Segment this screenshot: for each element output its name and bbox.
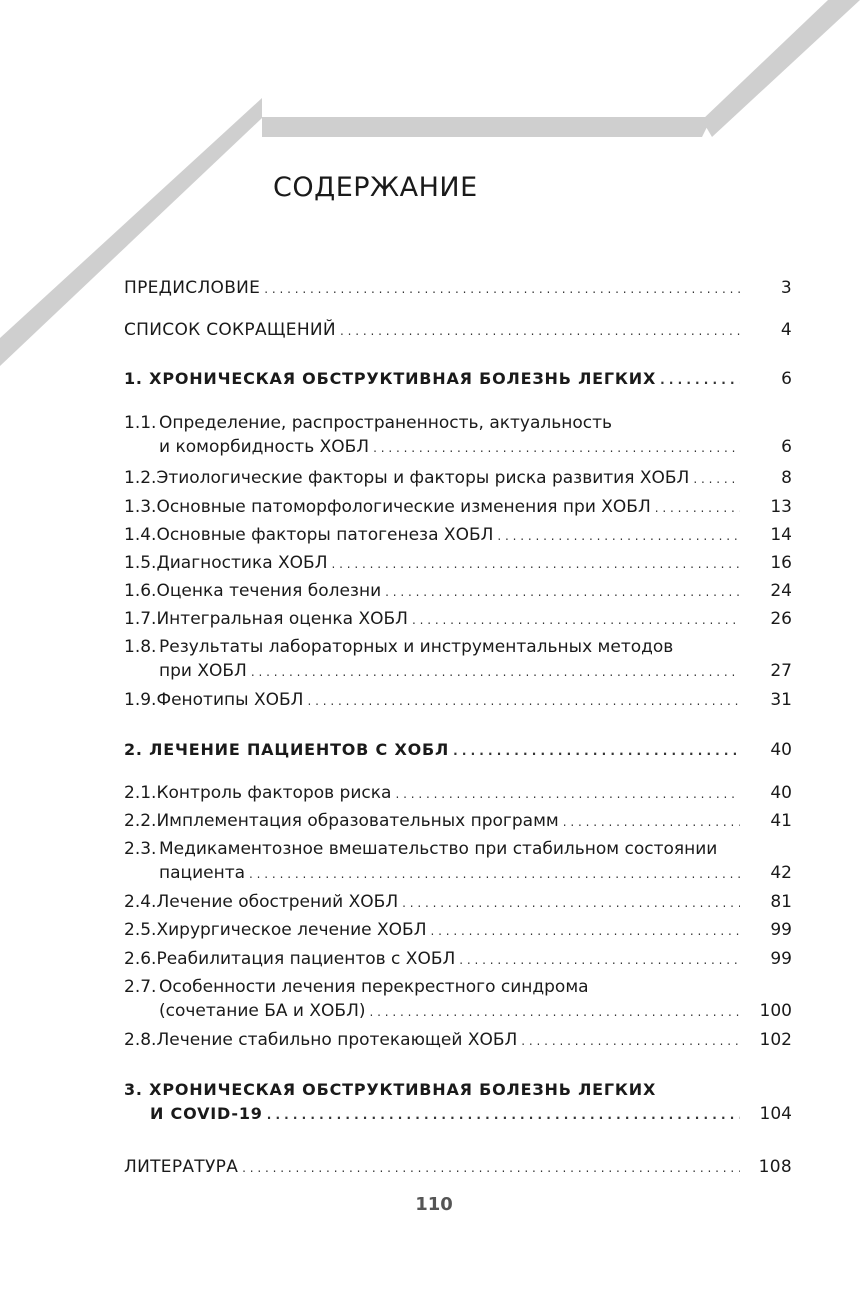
toc-section-number: 2.5. [124,920,157,940]
dot-leader [251,660,740,684]
page-title: СОДЕРЖАНИЕ [273,172,478,203]
toc-page-number: 24 [770,581,792,601]
toc-entry-2-3[interactable] [124,837,792,885]
toc-entry-title: Основные факторы патогенеза ХОБЛ [156,525,494,545]
toc-chapter-title: 1. ХРОНИЧЕСКАЯ ОБСТРУКТИВНАЯ БОЛЕЗНЬ ЛЕГКИХ [124,369,657,388]
toc-chapter-1[interactable] [124,367,792,391]
toc-entry-title: ПРЕДИСЛОВИЕ [124,278,261,298]
toc-entry-2-6[interactable] [124,947,792,971]
toc-page-number: 108 [758,1157,792,1177]
toc-section-number: 2.7. [124,977,157,997]
toc-page-number: 13 [770,497,792,517]
dot-leader [264,277,740,301]
toc-section-number: 1.7. [124,609,157,629]
toc-entry-2-8[interactable] [124,1028,792,1052]
toc-chapter-title-line1: 3. ХРОНИЧЕСКАЯ ОБСТРУКТИВНАЯ БОЛЕЗНЬ ЛЕГКИХ [124,1080,657,1099]
toc-entry-2-5[interactable] [124,918,792,942]
dot-leader [453,739,740,763]
toc-section-number: 2.3. [124,839,157,859]
toc-page-number: 26 [770,609,792,629]
toc-entry-title-line1: Определение, распространенность, актуальность [159,413,613,433]
toc-entry-1-1[interactable] [124,411,792,459]
dot-leader [267,1103,740,1127]
toc-section-number: 2.4. [124,892,157,912]
toc-section-number: 1.1. [124,413,157,433]
toc-section-number: 1.3. [124,497,157,517]
toc-entry-title: Фенотипы ХОБЛ [156,690,304,710]
toc-page-number: 41 [770,811,792,831]
toc-entry-1-7[interactable] [124,607,792,631]
toc-entry-1-5[interactable] [124,551,792,575]
toc-entry-title: Диагностика ХОБЛ [156,553,328,573]
toc-page-number: 99 [770,949,792,969]
dot-leader [412,608,740,632]
toc-entry-2-2[interactable] [124,809,792,833]
toc-entry-1-4[interactable] [124,523,792,547]
toc-entry-1-2[interactable] [124,466,792,490]
toc-page-number: 4 [780,320,792,340]
toc-page-number: 31 [770,690,792,710]
toc-page-number: 16 [770,553,792,573]
toc-entry-1-9[interactable] [124,688,792,712]
toc-entry-title: Реабилитация пациентов с ХОБЛ [156,949,456,969]
toc-entry-1-8[interactable] [124,635,792,683]
toc-entry-title: СПИСОК СОКРАЩЕНИЙ [124,320,336,340]
toc-chapter-title-line2: И COVID-19 [150,1104,263,1123]
toc-section-number: 1.4. [124,525,157,545]
toc-page-number: 81 [770,892,792,912]
toc-section-number: 2.1. [124,783,157,803]
toc-page-number: 40 [770,740,792,760]
toc-entry-title: Хирургическое лечение ХОБЛ [156,920,427,940]
toc-entry-2-1[interactable] [124,781,792,805]
toc-page-number: 6 [781,369,792,389]
dot-leader [430,919,740,943]
toc-section-number: 1.2. [124,468,157,488]
toc-page-number: 102 [759,1030,792,1050]
toc-chapter-title: 2. ЛЕЧЕНИЕ ПАЦИЕНТОВ С ХОБЛ [124,740,450,759]
dot-leader [385,580,740,604]
toc-page-number: 27 [770,661,792,681]
dot-leader [332,552,740,576]
toc-section-number: 1.6. [124,581,157,601]
dot-leader [402,891,740,915]
toc-section-number: 1.5. [124,553,157,573]
toc-section-number: 2.2. [124,811,157,831]
toc-page-number: 3 [780,278,792,298]
toc-page-number: 6 [781,437,792,457]
dot-leader [563,810,740,834]
toc-entry-title-line2: (сочетание БА и ХОБЛ) [159,1001,366,1021]
dot-leader [497,524,740,548]
dot-leader [307,689,740,713]
toc-entry-title: Этиологические факторы и факторы риска развития ХОБЛ [156,468,690,488]
toc-entry-title-line2: при ХОБЛ [159,661,247,681]
toc-entry-title: Имплементация образовательных программ [156,811,559,831]
dot-leader [373,436,740,460]
toc-entry-title-line1: Результаты лабораторных и инструментальных методов [159,637,674,657]
toc-chapter-3[interactable] [124,1078,792,1126]
toc-entry-2-4[interactable] [124,890,792,914]
toc-entry-title-line1: Медикаментозное вмешательство при стабильном состоянии [159,839,718,859]
dot-leader [459,948,740,972]
toc-entry-2-7[interactable] [124,975,792,1023]
table-of-contents [124,0,792,1311]
toc-entry-title-line2: пациента [159,863,246,883]
dot-leader [521,1029,740,1053]
toc-entry-title: Интегральная оценка ХОБЛ [156,609,408,629]
dot-leader [655,496,740,520]
toc-section-number: 2.8. [124,1030,157,1050]
toc-page-number: 8 [781,468,792,488]
toc-entry-title: Оценка течения болезни [156,581,382,601]
toc-entry-preface[interactable] [124,276,792,300]
toc-entry-1-6[interactable] [124,579,792,603]
toc-entry-title: Основные патоморфологические изменения при ХОБЛ [156,497,651,517]
toc-page-number: 14 [770,525,792,545]
toc-entry-title: ЛИТЕРАТУРА [124,1157,239,1177]
dot-leader [369,1000,740,1024]
toc-entry-title: Контроль факторов риска [156,783,392,803]
toc-entry-literature[interactable] [124,1155,792,1179]
toc-page-number: 100 [759,1001,792,1021]
dot-leader [395,782,740,806]
toc-section-number: 1.8. [124,637,157,657]
toc-page-number: 99 [770,920,792,940]
toc-entry-title: Лечение обострений ХОБЛ [156,892,399,912]
toc-chapter-2[interactable] [124,738,792,762]
dot-leader [693,467,740,491]
toc-page-number: 104 [759,1104,792,1124]
toc-page-number: 42 [770,863,792,883]
toc-entry-title-line1: Особенности лечения перекрестного синдрома [159,977,589,997]
dot-leader [340,319,740,343]
toc-entry-title: Лечение стабильно протекающей ХОБЛ [156,1030,518,1050]
dot-leader [660,368,740,392]
dot-leader [249,862,740,886]
toc-section-number: 1.9. [124,690,157,710]
toc-entry-abbreviations[interactable] [124,318,792,342]
toc-section-number: 2.6. [124,949,157,969]
dot-leader [242,1156,740,1180]
page-number: 110 [415,1194,453,1215]
toc-page-number: 40 [770,783,792,803]
toc-entry-1-3[interactable] [124,495,792,519]
toc-entry-title-line2: и коморбидность ХОБЛ [159,437,370,457]
